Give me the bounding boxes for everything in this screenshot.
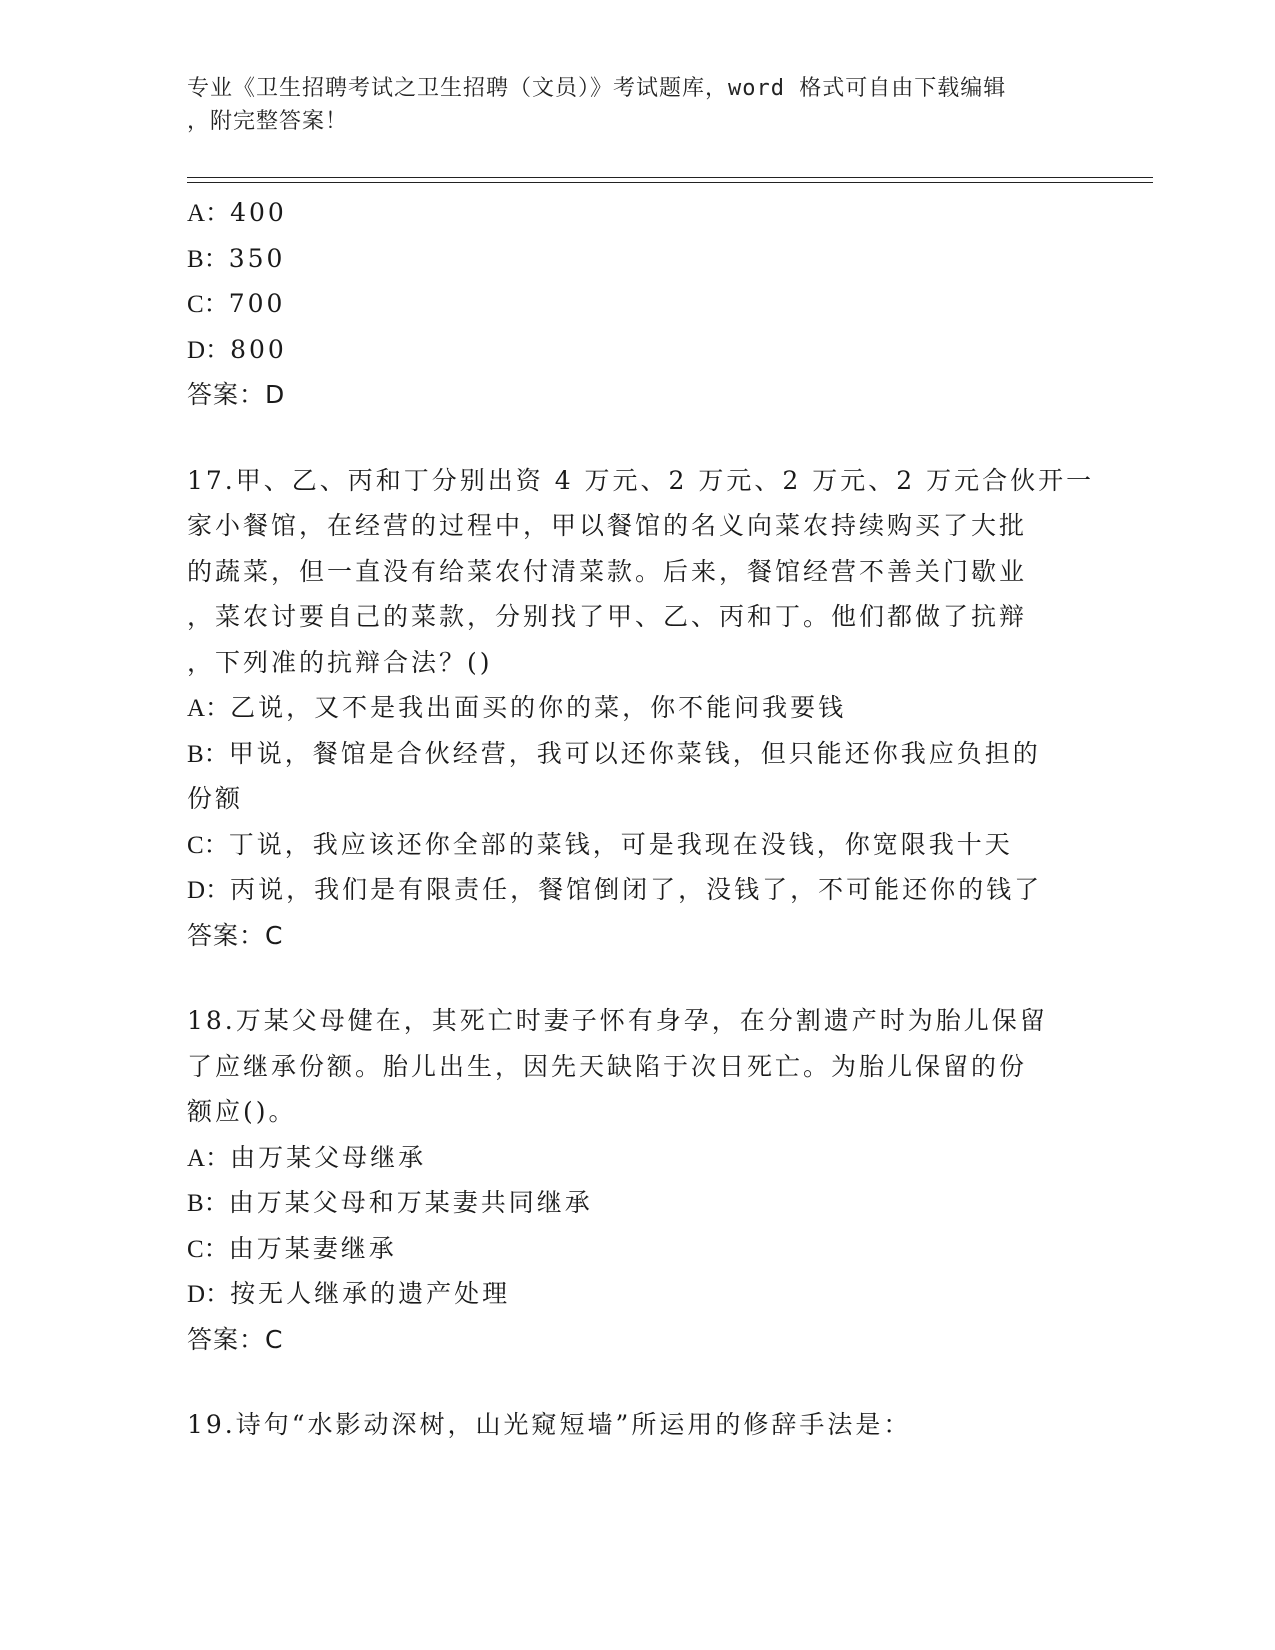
- question-gap: [187, 1362, 1087, 1402]
- option-d: D：按无人继承的遗产处理: [187, 1279, 511, 1308]
- header-title-line-1: 专业《卫生招聘考试之卫生招聘（文员）》考试题库，word 格式可自由下载编辑: [187, 76, 1007, 101]
- question-19: [187, 1402, 1087, 1448]
- document-header: [187, 72, 1087, 138]
- option-c: C：由万某妻继承: [187, 1233, 397, 1263]
- question-text-line: ，菜农讨要自己的菜款，分别找了甲、乙、丙和丁。他们都做了抗辩: [187, 602, 1028, 631]
- option-a: A：由万某父母继承: [187, 1142, 427, 1172]
- option-c: C：丁说，我应该还你全部的菜钱，可是我现在没钱，你宽限我十天: [187, 829, 1013, 859]
- question-text-line: 额应()。: [187, 1097, 297, 1126]
- option-c: C：700: [187, 289, 286, 318]
- question-list: [187, 190, 1095, 1448]
- question-text-line: 家小餐馆，在经营的过程中，甲以餐馆的名义向菜农持续购买了大批: [187, 511, 1028, 540]
- question-text-line: 了应继承份额。胎儿出生，因先天缺陷于次日死亡。为胎儿保留的份: [187, 1051, 1028, 1081]
- question-text-line: 18.万某父母健在，其死亡时妻子怀有身孕，在分割遗产时为胎儿保留: [187, 1006, 1048, 1035]
- question-text-line: ，下列准的抗辩合法？(): [187, 647, 493, 677]
- question-17: [187, 458, 1095, 959]
- header-title-line-2: ，附完整答案！: [187, 109, 349, 134]
- option-a: A：400: [187, 198, 287, 227]
- option-b-continued: 份额: [187, 784, 244, 813]
- option-d: D：800: [187, 334, 287, 364]
- header-divider-bottom: [187, 182, 1153, 183]
- answer-line: 答案：C: [187, 1324, 284, 1354]
- question-16-tail: [187, 190, 1087, 418]
- question-text-line: 的蔬菜，但一直没有给菜农付清菜款。后来，餐馆经营不善关门歇业: [187, 556, 1028, 586]
- option-b: B：甲说，餐馆是合伙经营，我可以还你菜钱，但只能还你我应负担的: [187, 738, 1041, 768]
- option-b: B：由万某父母和万某妻共同继承: [187, 1188, 593, 1217]
- option-b: B：350: [187, 243, 286, 273]
- question-18: [187, 998, 1087, 1362]
- question-gap: [187, 958, 1087, 998]
- answer-line: 答案：C: [187, 920, 284, 950]
- question-gap: [187, 418, 1087, 458]
- option-d: D：丙说，我们是有限责任，餐馆倒闭了，没钱了，不可能还你的钱了: [187, 875, 1043, 904]
- question-text-line: 19.诗句“水影动深树，山光窥短墙”所运用的修辞手法是：: [187, 1410, 912, 1439]
- header-divider-top: [187, 177, 1153, 178]
- answer-line: 答案：D: [187, 380, 286, 409]
- question-text-line: 17.甲、乙、丙和丁分别出资 4 万元、2 万元、2 万元、2 万元合伙开一: [187, 465, 1095, 495]
- option-a: A：乙说，又不是我出面买的你的菜，你不能问我要钱: [187, 693, 847, 722]
